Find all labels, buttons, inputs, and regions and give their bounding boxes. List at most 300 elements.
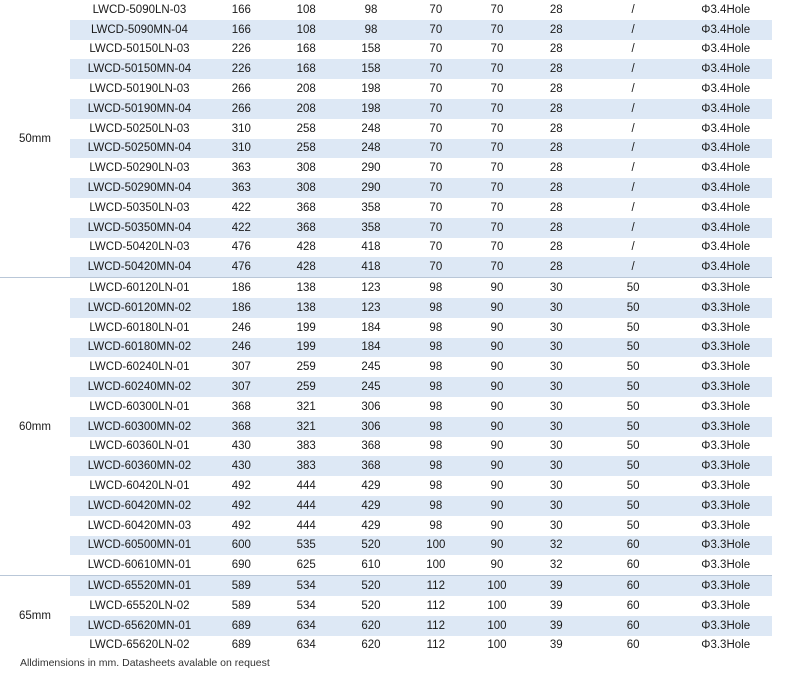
table-cell: 610 — [361, 559, 381, 572]
table-cell: 70 — [429, 182, 443, 195]
table-cell: 166 — [231, 23, 251, 36]
table-cell: 28 — [549, 261, 563, 274]
table-cell: / — [631, 83, 635, 96]
table-cell: Φ3.4Hole — [701, 261, 751, 274]
table-cell: 90 — [490, 400, 504, 413]
table-cell: 28 — [549, 122, 563, 135]
table-cell: 266 — [231, 83, 251, 96]
table-cell: 310 — [231, 142, 251, 155]
table-cell: 98 — [429, 420, 443, 433]
table-cell: 634 — [296, 639, 316, 652]
table-row — [70, 158, 772, 178]
table-row — [70, 456, 772, 476]
table-cell: 534 — [296, 599, 316, 612]
table-cell: 208 — [296, 83, 316, 96]
table-cell: 70 — [490, 162, 504, 175]
table-cell: LWCD-50350LN-03 — [89, 201, 190, 214]
table-cell: 429 — [361, 519, 381, 532]
table-cell: 198 — [361, 102, 381, 115]
table-cell: 620 — [361, 619, 381, 632]
table-cell: 98 — [364, 23, 378, 36]
table-cell: 208 — [296, 102, 316, 115]
table-cell: 50 — [626, 499, 640, 512]
table-cell: 70 — [429, 122, 443, 135]
table-cell: 168 — [296, 43, 316, 56]
table-cell: 30 — [549, 321, 563, 334]
table-cell: 430 — [231, 460, 251, 473]
table-cell: 321 — [296, 400, 316, 413]
table-cell: / — [631, 201, 635, 214]
table-cell: 32 — [549, 539, 563, 552]
table-cell: 620 — [361, 639, 381, 652]
table-cell: Φ3.4Hole — [701, 122, 751, 135]
table-cell: 634 — [296, 619, 316, 632]
table-row — [70, 437, 772, 457]
table-cell: 138 — [296, 301, 316, 314]
table-cell: 50 — [626, 381, 640, 394]
table-cell: 39 — [549, 599, 563, 612]
table-row — [70, 198, 772, 218]
table-cell: / — [631, 122, 635, 135]
table-cell: 98 — [429, 460, 443, 473]
table-row — [70, 496, 772, 516]
table-cell: 535 — [296, 539, 316, 552]
table-cell: 70 — [429, 23, 443, 36]
table-cell: 90 — [490, 559, 504, 572]
table-cell: 50 — [626, 440, 640, 453]
table-cell: 28 — [549, 221, 563, 234]
table-cell: 28 — [549, 3, 563, 16]
table-cell: Φ3.3Hole — [701, 619, 751, 632]
table-cell: 108 — [296, 23, 316, 36]
table-cell: 248 — [361, 142, 381, 155]
table-cell: 30 — [549, 519, 563, 532]
table-cell: / — [631, 23, 635, 36]
table-cell: 368 — [296, 221, 316, 234]
table-cell: 246 — [231, 341, 251, 354]
table-row — [70, 40, 772, 60]
table-cell: 589 — [231, 580, 251, 592]
table-cell: 50 — [626, 480, 640, 493]
table-cell: Φ3.3Hole — [701, 599, 751, 612]
table-cell: LWCD-50420LN-03 — [89, 241, 190, 254]
table-cell: LWCD-60420MN-03 — [87, 519, 192, 532]
table-cell: 363 — [231, 162, 251, 175]
table-cell: / — [631, 162, 635, 175]
table-row — [70, 476, 772, 496]
table-cell: LWCD-60300MN-02 — [87, 420, 192, 433]
table-cell: / — [631, 102, 635, 115]
table-row — [70, 139, 772, 159]
table-cell: 199 — [296, 321, 316, 334]
table-cell: Φ3.3Hole — [701, 460, 751, 473]
table-cell: LWCD-50420MN-04 — [87, 261, 192, 274]
table-cell: 383 — [296, 440, 316, 453]
table-cell: 50 — [626, 400, 640, 413]
table-cell: 307 — [231, 361, 251, 374]
table-cell: 368 — [231, 420, 251, 433]
table-cell: Φ3.3Hole — [701, 539, 751, 552]
table-row — [70, 79, 772, 99]
table-cell: 368 — [231, 400, 251, 413]
table-cell: Φ3.3Hole — [701, 519, 751, 532]
table-cell: 266 — [231, 102, 251, 115]
table-cell: 184 — [361, 321, 381, 334]
table-cell: 418 — [361, 261, 381, 274]
table-cell: 112 — [426, 599, 445, 612]
table-cell: 290 — [361, 162, 381, 175]
table-cell: 30 — [549, 301, 563, 314]
table-row — [70, 178, 772, 198]
table-cell: 310 — [231, 122, 251, 135]
table-cell: 70 — [429, 102, 443, 115]
table-cell: 70 — [429, 162, 443, 175]
table-cell: 248 — [361, 122, 381, 135]
table-cell: 28 — [549, 142, 563, 155]
table-cell: 30 — [549, 381, 563, 394]
table-cell: Φ3.3Hole — [701, 282, 751, 295]
group-label: 60mm — [19, 420, 51, 433]
table-cell: 90 — [490, 460, 504, 473]
table-cell: 308 — [296, 162, 316, 175]
group-label: 50mm — [19, 132, 51, 145]
table-cell: 418 — [361, 241, 381, 254]
table-cell: 70 — [429, 261, 443, 274]
table-row — [70, 99, 772, 119]
table-cell: Φ3.3Hole — [701, 499, 751, 512]
table-cell: 258 — [296, 142, 316, 155]
table-cell: 70 — [490, 182, 504, 195]
table-cell: 245 — [361, 361, 381, 374]
table-cell: 70 — [429, 83, 443, 96]
table-cell: 50 — [626, 301, 640, 314]
table-cell: / — [631, 63, 635, 76]
table-cell: 492 — [231, 519, 251, 532]
table-cell: 39 — [549, 580, 563, 592]
table-cell: 476 — [231, 241, 251, 254]
table-cell: Φ3.4Hole — [701, 241, 751, 254]
table-cell: Φ3.4Hole — [701, 3, 751, 16]
table-row — [70, 536, 772, 556]
table-cell: 70 — [429, 221, 443, 234]
table-cell: 184 — [361, 341, 381, 354]
table-cell: 112 — [426, 639, 445, 652]
table-row — [70, 377, 772, 397]
table-cell: / — [631, 182, 635, 195]
table-cell: 306 — [361, 400, 381, 413]
table-cell: 444 — [296, 480, 316, 493]
table-cell: 308 — [296, 182, 316, 195]
table-cell: 60 — [626, 580, 640, 592]
footnote: Alldimensions in mm. Datasheets avalable on request — [20, 657, 270, 669]
table-cell: 50 — [626, 282, 640, 295]
table-cell: 60 — [626, 599, 640, 612]
group-label: 65mm — [19, 609, 51, 622]
table-cell: LWCD-65520LN-02 — [89, 599, 190, 612]
table-cell: 50 — [626, 361, 640, 374]
table-cell: LWCD-50290LN-03 — [89, 162, 190, 175]
table-cell: 429 — [361, 480, 381, 493]
table-cell: 70 — [490, 83, 504, 96]
table-cell: LWCD-50350MN-04 — [87, 221, 192, 234]
table-cell: 50 — [626, 321, 640, 334]
table-cell: 383 — [296, 460, 316, 473]
table-cell: 90 — [490, 361, 504, 374]
table-cell: 168 — [296, 63, 316, 76]
table-cell: Φ3.4Hole — [701, 83, 751, 96]
table-cell: 90 — [490, 301, 504, 314]
table-cell: 70 — [429, 201, 443, 214]
table-cell: Φ3.4Hole — [701, 63, 751, 76]
table-cell: 32 — [549, 559, 563, 572]
table-cell: 90 — [490, 519, 504, 532]
table-cell: 368 — [361, 460, 381, 473]
table-cell: 98 — [429, 301, 443, 314]
table-cell: LWCD-60360MN-02 — [87, 460, 192, 473]
table-cell: 70 — [429, 241, 443, 254]
table-cell: 70 — [429, 3, 443, 16]
table-cell: Φ3.4Hole — [701, 221, 751, 234]
table-cell: 476 — [231, 261, 251, 274]
table-row — [70, 397, 772, 417]
table-cell: 30 — [549, 480, 563, 493]
table-cell: LWCD-50250MN-04 — [87, 142, 192, 155]
table-cell: 60 — [626, 619, 640, 632]
table-cell: 492 — [231, 480, 251, 493]
table-cell: 198 — [361, 83, 381, 96]
table-cell: Φ3.3Hole — [701, 301, 751, 314]
table-cell: 70 — [490, 201, 504, 214]
table-cell: 98 — [429, 361, 443, 374]
table-cell: Φ3.3Hole — [701, 321, 751, 334]
table-cell: 90 — [490, 440, 504, 453]
table-row — [70, 417, 772, 437]
table-cell: Φ3.3Hole — [701, 381, 751, 394]
table-cell: 186 — [231, 282, 251, 295]
table-row — [70, 596, 772, 616]
table-cell: 90 — [490, 420, 504, 433]
table-row — [70, 338, 772, 358]
table-cell: 158 — [361, 43, 381, 56]
table-cell: 520 — [361, 539, 381, 552]
table-cell: 98 — [429, 480, 443, 493]
table-cell: 98 — [429, 400, 443, 413]
table-cell: 70 — [490, 142, 504, 155]
table-cell: 70 — [490, 241, 504, 254]
table-cell: / — [631, 261, 635, 274]
table-cell: 90 — [490, 341, 504, 354]
table-cell: 689 — [231, 619, 251, 632]
table-cell: LWCD-50250LN-03 — [89, 122, 190, 135]
table-cell: 70 — [490, 63, 504, 76]
table-cell: LWCD-60180LN-01 — [89, 321, 190, 334]
table-cell: LWCD-50190LN-03 — [89, 83, 190, 96]
table-cell: 100 — [487, 639, 507, 652]
table-cell: 100 — [487, 599, 507, 612]
table-cell: 166 — [231, 3, 251, 16]
table-row — [70, 516, 772, 536]
table-cell: 28 — [549, 23, 563, 36]
table-cell: 28 — [549, 201, 563, 214]
table-cell: 158 — [361, 63, 381, 76]
table-cell: 534 — [296, 580, 316, 592]
table-row — [70, 218, 772, 238]
table-cell: 589 — [231, 599, 251, 612]
table-cell: 98 — [429, 381, 443, 394]
table-cell: 259 — [296, 381, 316, 394]
table-cell: 98 — [429, 499, 443, 512]
table-cell: LWCD-50150MN-04 — [87, 63, 192, 76]
table-cell: 70 — [490, 221, 504, 234]
table-cell: LWCD-60360LN-01 — [89, 440, 190, 453]
table-cell: LWCD-60500MN-01 — [87, 539, 192, 552]
table-cell: 70 — [490, 23, 504, 36]
table-cell: 100 — [487, 580, 507, 592]
table-cell: 70 — [490, 3, 504, 16]
table-row — [70, 298, 772, 318]
table-cell: LWCD-60300LN-01 — [89, 400, 190, 413]
table-cell: Φ3.3Hole — [701, 420, 751, 433]
table-cell: Φ3.3Hole — [701, 361, 751, 374]
table-cell: 30 — [549, 400, 563, 413]
table-cell: Φ3.4Hole — [701, 162, 751, 175]
table-cell: 60 — [626, 639, 640, 652]
table-cell: 98 — [429, 440, 443, 453]
table-cell: 108 — [296, 3, 316, 16]
table-cell: 28 — [549, 43, 563, 56]
table-cell: 60 — [626, 559, 640, 572]
table-cell: LWCD-60420LN-01 — [89, 480, 190, 493]
table-cell: Φ3.4Hole — [701, 43, 751, 56]
row-group — [0, 277, 772, 575]
table-cell: LWCD-60610MN-01 — [87, 559, 192, 572]
table-cell: 50 — [626, 420, 640, 433]
table-cell: Φ3.4Hole — [701, 142, 751, 155]
table-row — [70, 555, 772, 575]
table-cell: 98 — [429, 519, 443, 532]
table-cell: / — [631, 142, 635, 155]
table-cell: Φ3.3Hole — [701, 639, 751, 652]
table-cell: 428 — [296, 241, 316, 254]
table-row — [70, 0, 772, 20]
table-cell: 306 — [361, 420, 381, 433]
table-cell: 90 — [490, 282, 504, 295]
table-cell: Φ3.3Hole — [701, 341, 751, 354]
table-cell: 60 — [626, 539, 640, 552]
table-cell: 30 — [549, 282, 563, 295]
table-row — [70, 576, 772, 596]
table-cell: Φ3.4Hole — [701, 201, 751, 214]
table-cell: 28 — [549, 83, 563, 96]
table-cell: 100 — [487, 619, 507, 632]
table-cell: LWCD-60240LN-01 — [89, 361, 190, 374]
table-row — [70, 636, 772, 656]
table-cell: Φ3.4Hole — [701, 23, 751, 36]
table-cell: / — [631, 221, 635, 234]
table-cell: 90 — [490, 539, 504, 552]
table-cell: 70 — [490, 43, 504, 56]
table-cell: 70 — [429, 142, 443, 155]
table-cell: 98 — [364, 3, 378, 16]
table-row — [70, 357, 772, 377]
table-cell: 30 — [549, 499, 563, 512]
table-cell: 28 — [549, 63, 563, 76]
table-cell: 100 — [426, 539, 446, 552]
table-cell: / — [631, 43, 635, 56]
table-cell: 90 — [490, 381, 504, 394]
table-cell: 112 — [426, 580, 445, 592]
table-cell: 430 — [231, 440, 251, 453]
table-cell: 358 — [361, 221, 381, 234]
table-cell: LWCD-60240MN-02 — [87, 381, 192, 394]
table-cell: 98 — [429, 321, 443, 334]
table-row — [70, 616, 772, 636]
table-cell: 246 — [231, 321, 251, 334]
table-cell: 28 — [549, 162, 563, 175]
table-cell: 123 — [361, 282, 381, 295]
table-cell: 70 — [490, 122, 504, 135]
table-cell: Φ3.3Hole — [701, 580, 751, 592]
table-cell: 259 — [296, 361, 316, 374]
table-cell: 428 — [296, 261, 316, 274]
table-cell: 112 — [426, 619, 445, 632]
table-cell: 245 — [361, 381, 381, 394]
table-row — [70, 119, 772, 139]
table-cell: 90 — [490, 499, 504, 512]
table-cell: 98 — [429, 282, 443, 295]
table-cell: 363 — [231, 182, 251, 195]
table-cell: 70 — [429, 63, 443, 76]
table-cell: 70 — [429, 43, 443, 56]
table-cell: Φ3.3Hole — [701, 400, 751, 413]
table-cell: LWCD-5090MN-04 — [90, 23, 188, 36]
table-cell: 307 — [231, 381, 251, 394]
table-row — [70, 238, 772, 258]
table-cell: 258 — [296, 122, 316, 135]
table-cell: 30 — [549, 420, 563, 433]
table-cell: 422 — [231, 201, 251, 214]
table-cell: 39 — [549, 619, 563, 632]
table-cell: 50 — [626, 341, 640, 354]
table-cell: 30 — [549, 361, 563, 374]
table-row — [70, 278, 772, 298]
table-cell: LWCD-60120LN-01 — [89, 282, 190, 295]
table-cell: 50 — [626, 519, 640, 532]
table-cell: 690 — [231, 559, 251, 572]
table-cell: 123 — [361, 301, 381, 314]
table-row — [70, 257, 772, 277]
table-cell: LWCD-65620LN-02 — [89, 639, 190, 652]
table-cell: LWCD-60120MN-02 — [87, 301, 192, 314]
table-row — [70, 318, 772, 338]
table-cell: 70 — [490, 102, 504, 115]
table-cell: 600 — [231, 539, 251, 552]
table-cell: 28 — [549, 102, 563, 115]
table-cell: 98 — [429, 341, 443, 354]
table-cell: LWCD-60180MN-02 — [87, 341, 192, 354]
table-cell: LWCD-60420MN-02 — [87, 499, 192, 512]
table-cell: / — [631, 3, 635, 16]
table-cell: 429 — [361, 499, 381, 512]
row-group — [0, 575, 772, 655]
table-cell: 226 — [231, 43, 251, 56]
table-cell: LWCD-50190MN-04 — [87, 102, 192, 115]
table-row — [70, 59, 772, 79]
table-cell: Φ3.3Hole — [701, 480, 751, 493]
table-row — [70, 20, 772, 40]
table-cell: 520 — [361, 599, 381, 612]
table-cell: 226 — [231, 63, 251, 76]
